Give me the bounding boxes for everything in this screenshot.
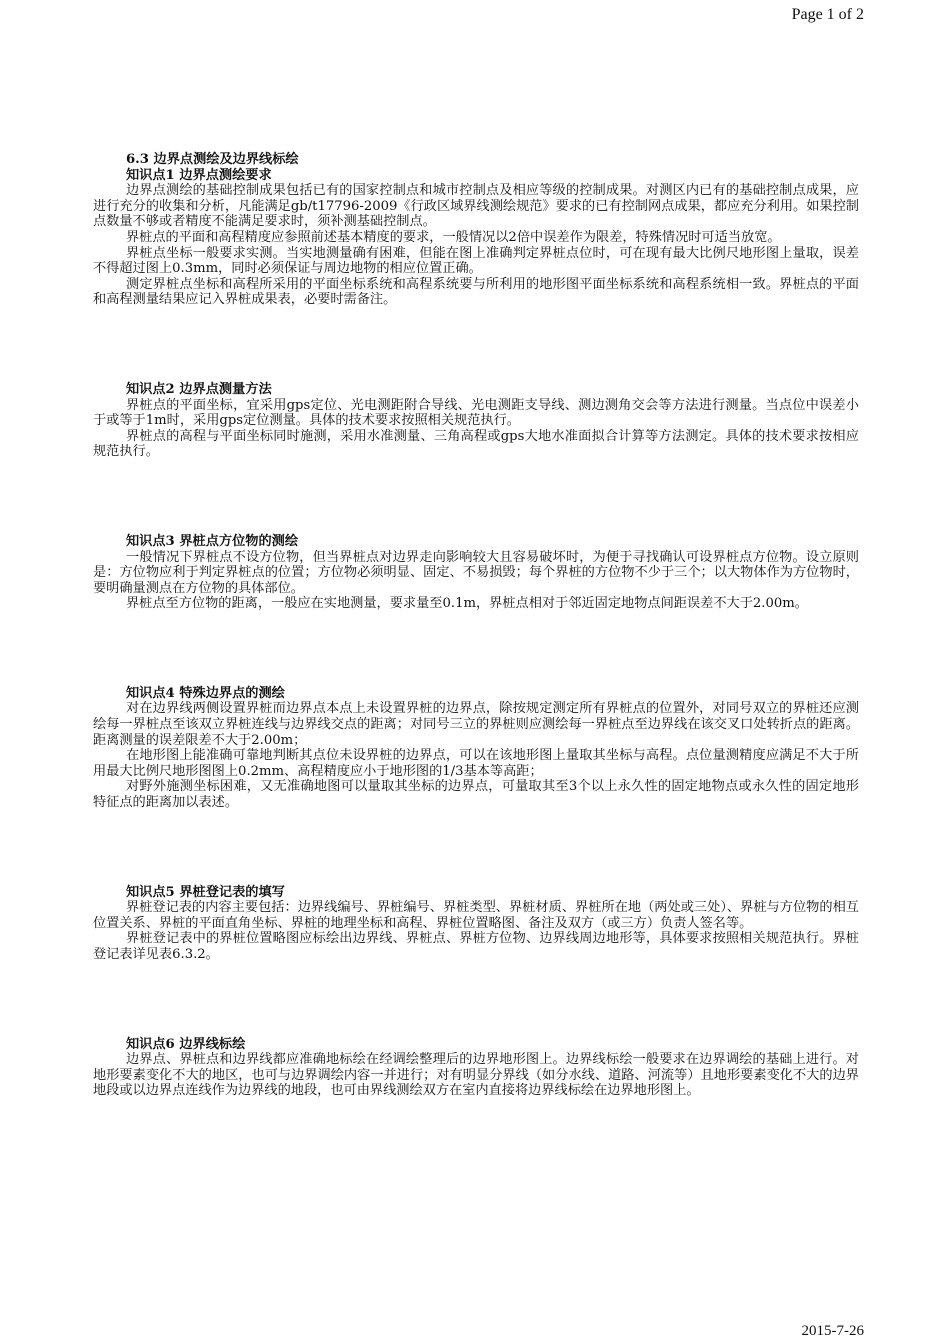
paragraph: 边界点、界桩点和边界线都应准确地标绘在经调绘整理后的边界地形图上。边界线标绘一般要求在边界调绘的基础上进行。对地形要素变化不大的地区，也可与边界调绘内容一并进行；对有明显分界线（如分水线、道路、河流等）且地形要素变化不大的边界地段或以边界点连线作为边界线的地段，也可由界线测绘双方在室内直接将边界线标绘在边界地形图上。 xyxy=(93,1052,859,1099)
paragraph: 界桩登记表中的界桩位置略图应标绘出边界线、界桩点、界桩方位物、边界线周边地形等，具体要求按照相关规范执行。界桩登记表详见表6.3.2。 xyxy=(93,931,859,962)
paragraph: 界桩点至方位物的距离，一般应在实地测量，要求量至0.1m，界桩点相对于邻近固定地物点间距误差不大于2.00m。 xyxy=(126,596,808,612)
knowledge-point-4 xyxy=(93,686,859,811)
spacer xyxy=(93,811,859,885)
spacer xyxy=(93,308,859,382)
knowledge-point-title: 知识点4 特殊边界点的测绘 xyxy=(126,685,285,701)
paragraph: 对在边界线两侧设置界桩而边界点本点上未设置界桩的边界点，除按规定测定所有界桩点的位置外，对同号双立的界桩还应测绘每一界桩点至该双立界桩连线与边界线交点的距离；对同号三立的界桩则应测绘每一界桩点至边界线在该交叉口处转折点的距离。距离测量的误差限差不大于2.00m； xyxy=(93,701,859,748)
knowledge-point-title: 知识点6 边界线标绘 xyxy=(126,1036,246,1052)
spacer xyxy=(93,963,859,1037)
paragraph: 边界点测绘的基础控制成果包括已有的国家控制点和城市控制点及相应等级的控制成果。对测区内已有的基础控制点成果，应进行充分的收集和分析，凡能满足gb/t17796-2009《行政区域界线测绘规范》要求的已有控制网点成果，都应充分利用。如果控制点数量不够或者精度不能满足要求时，须补测基础控制点。 xyxy=(93,183,859,230)
knowledge-point-title: 知识点2 边界点测量方法 xyxy=(126,381,272,397)
knowledge-point-2 xyxy=(93,382,859,460)
paragraph: 界桩登记表的内容主要包括：边界线编号、界桩编号、界桩类型、界桩材质、界桩所在地（两处或三处）、界桩与方位物的相互位置关系、界桩的平面直角坐标、界桩的地理坐标和高程、界桩位置略图、备注及双方（或三方）负责人签名等。 xyxy=(93,900,859,931)
print-date: 2015-7-26 xyxy=(801,1323,864,1339)
paragraph: 界桩点的平面和高程精度应参照前述基本精度的要求，一般情况以2倍中误差作为限差，特殊情况时可适当放宽。 xyxy=(126,229,781,245)
knowledge-point-title: 知识点1 边界点测绘要求 xyxy=(126,167,272,183)
paragraph: 界桩点的高程与平面坐标同时施测，采用水准测量、三角高程或gps大地水准面拟合计算等方法测定。具体的技术要求按相应规范执行。 xyxy=(93,428,859,460)
knowledge-point-title: 知识点3 界桩点方位物的测绘 xyxy=(126,533,299,549)
paragraph: 界桩点坐标一般要求实测。当实地测量确有困难，但能在图上准确判定界桩点位时，可在现有最大比例尺地形图上量取，误差不得超过图上0.3mm，同时必须保证与周边地物的相应位置正确。 xyxy=(93,245,859,277)
knowledge-point-5 xyxy=(93,885,859,963)
knowledge-point-3 xyxy=(93,534,859,612)
paragraph: 在地形图上能准确可靠地判断其点位未设界桩的边界点，可以在该地形图上量取其坐标与高程。点位量测精度应满足不大于所用最大比例尺地形图图上0.2mm、高程精度应小于地形图的1/3基本等高距； xyxy=(93,748,859,779)
knowledge-point-1 xyxy=(93,168,859,308)
knowledge-point-title: 知识点5 界桩登记表的填写 xyxy=(126,884,285,900)
spacer xyxy=(93,612,859,686)
document-body xyxy=(93,152,859,1099)
paragraph: 界桩点的平面坐标，宜采用gps定位、光电测距附合导线、光电测距支导线、测边测角交会等方法进行测量。当点位中误差小于或等于1m时，采用gps定位测量。具体的技术要求按照相关规范执行。 xyxy=(93,397,859,429)
page-number: Page 1 of 2 xyxy=(791,6,864,23)
paragraph: 对野外施测坐标困难，又无准确地图可以量取其坐标的边界点，可量取其至3个以上永久性的固定地物点或永久性的固定地形特征点的距离加以表述。 xyxy=(93,779,859,811)
knowledge-point-6 xyxy=(93,1037,859,1099)
paragraph: 一般情况下界桩点不设方位物，但当界桩点对边界走向影响较大且容易破坏时，为便于寻找确认可设界桩点方位物。设立原则是：方位物应利于判定界桩点的位置；方位物必须明显、固定、不易损毁；每个界桩的方位物不少于三个；以大物体作为方位物时，要明确量测点在方位物的具体部位。 xyxy=(93,549,859,596)
section-title: 6.3 边界点测绘及边界线标绘 xyxy=(126,152,299,167)
spacer xyxy=(93,460,859,534)
paragraph: 测定界桩点坐标和高程所采用的平面坐标系统和高程系统要与所利用的地形图平面坐标系统和高程系统相一致。界桩点的平面和高程测量结果应记入界桩成果表，必要时需备注。 xyxy=(93,276,859,308)
